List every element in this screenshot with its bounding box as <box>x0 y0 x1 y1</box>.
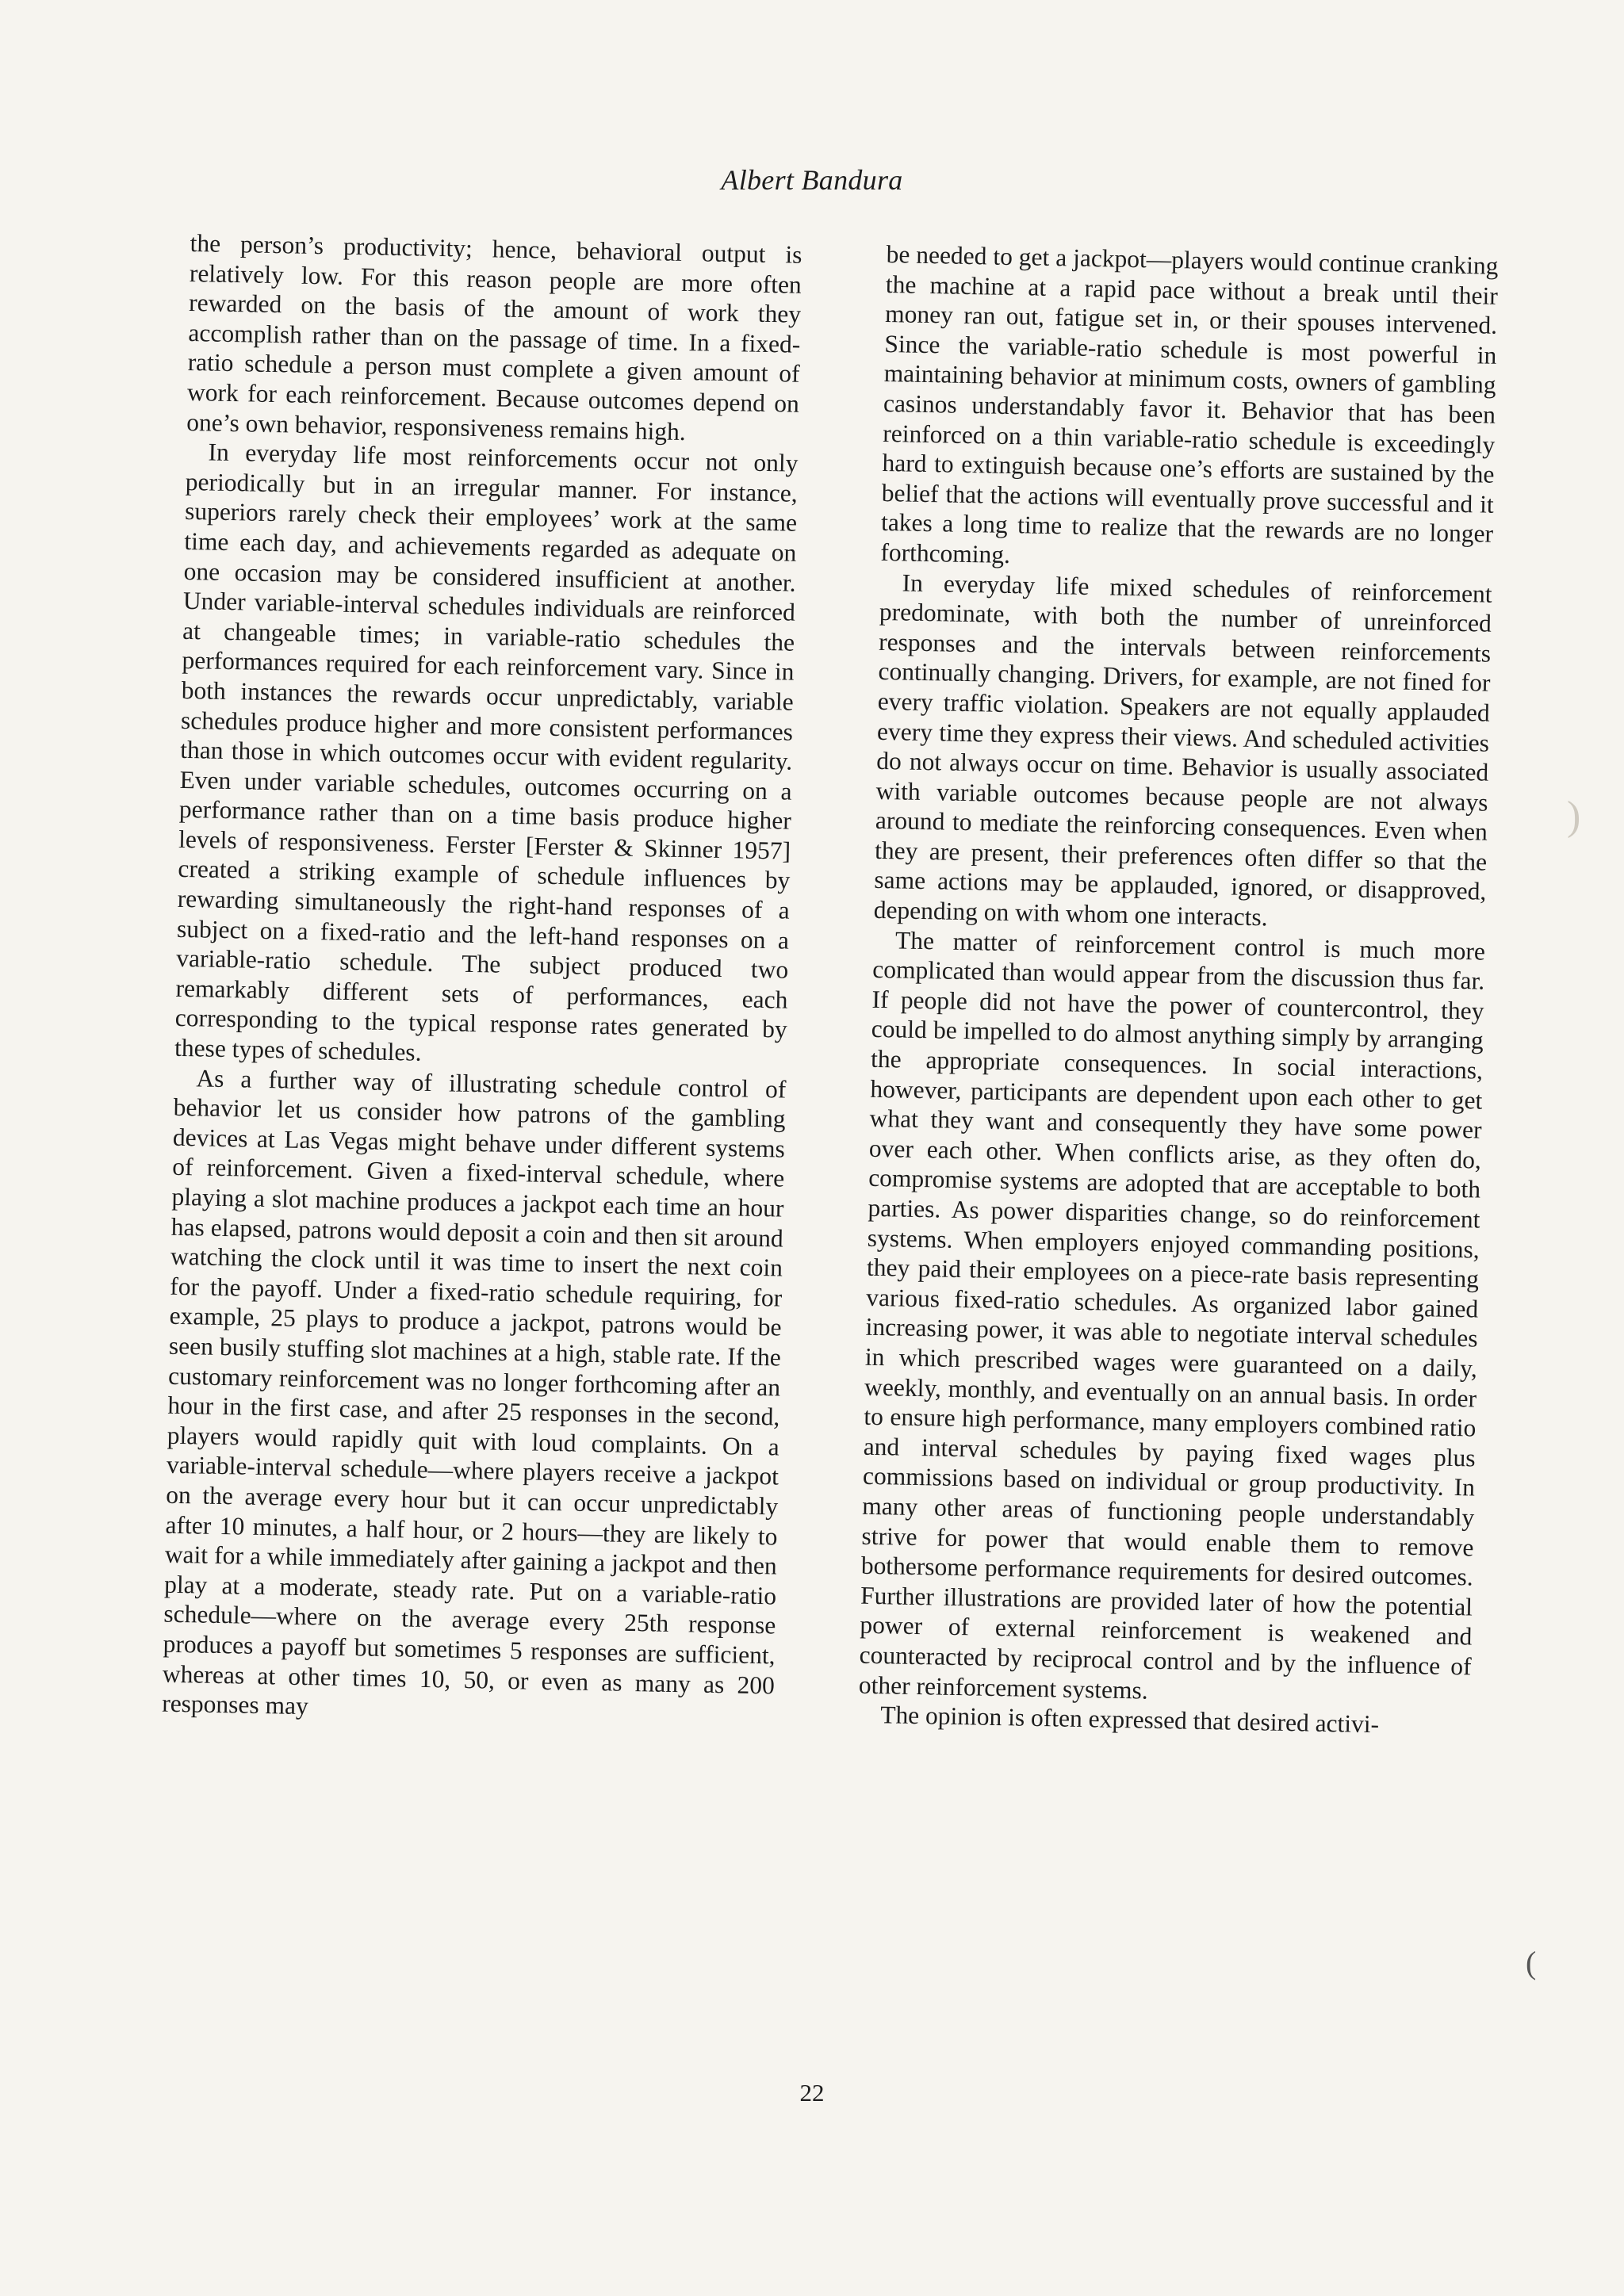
body-paragraph: In everyday life most reinforcements occur not only periodically but in an irregular manner. For instance, superiors rarely check their employees’ work at the same time each day, and achievements regarded as adequate on one occasion may be considered insufficient at another. Under variable-interval schedules individuals are reinforced at changeable times; in variable-ratio schedules the performances required for each reinforcement vary. Since in both instances the rewards occur unpredictably, variable schedules produce higher and more consistent performances than those in which outcomes occur with evident regularity. Even under variable schedules, outcomes occurring on a performance rather than on a time basis produce higher levels of responsiveness. Ferster [Ferster & Skinner 1957] created a striking example of schedule influences by rewarding simultaneously the right-hand responses of a subject on a fixed-ratio and the left-hand responses on a variable-ratio schedule. The subject produced two remarkably different sets of performances, each corresponding to the typical response rates generated by these types of schedules. <box>174 438 799 1066</box>
body-paragraph: In everyday life mixed schedules of reinforcement predominate, with both the number of unreinforced responses and the intervals between reinforcements continually changing. Drivers, for example, are not fined for every traffic violation. Speakers are not equally applauded every time they express their views. And scheduled activities do not always occur on time. Behavior is usually associated with variable outcomes because people are not always around to mediate the reinforcing consequences. Even when they are present, their preferences often differ so that the same actions may be applauded, ignored, or disapproved, depending on with whom one interacts. <box>873 568 1492 932</box>
left-text-column <box>162 228 802 1730</box>
running-head-author: Albert Bandura <box>721 164 903 196</box>
page-number: 22 <box>799 2079 825 2107</box>
margin-mark: ) <box>1567 794 1581 839</box>
body-paragraph: be needed to get a jackpot—players would continue cranking the machine at a rapid pace without a break until their money ran out, fatigue set in, or their spouses intervened. Since the variable-ratio schedule is most powerful in maintaining behavior at minimum costs, owners of gambling casinos understandably favor it. Behavior that has been reinforced on a thin variable-ratio schedule is exceedingly hard to extinguish because one’s efforts are sustained by the belief that the actions will eventually prove successful and it takes a long time to realize that the rewards are no longer forthcoming. <box>880 239 1499 569</box>
body-paragraph: The matter of reinforcement control is much more complicated than would appear from the discussion thus far. If people did not have the power of countercontrol, they could be impelled to do almost anything simply by arranging the appropriate consequences. In social interactions, however, participants are dependent upon each other to get what they want and consequently they have some power over each other. When conflicts arise, as they often do, compromise systems are adopted that are acceptable to both parties. As power disparities change, so do reinforcement systems. When employers enjoyed commanding positions, they paid their employees on a piece-rate basis representing various fixed-ratio schedules. As organized labor gained increasing power, it was able to negotiate interval schedules in which prescribed wages were guaranteed on a daily, weekly, monthly, and eventually on an annual basis. In order to ensure high performance, many employers combined ratio and interval schedules by paying fixed wages plus commissions based on individual or group productivity. In many other areas of functioning people understandably strive for power that would enable them to remove bothersome performance requirements for desired outcomes. Further illustrations are provided later of how the potential power of external reinforcement is weakened and counteracted by reciprocal control and by the influence of other reinforcement systems. <box>858 926 1486 1705</box>
right-text-column <box>858 239 1499 1741</box>
body-paragraph: As a further way of illustrating schedule control of behavior let us consider how patrons of the gambling devices at Las Vegas might behave under different systems of reinforcement. Given a fixed-interval schedule, where playing a slot machine produces a jackpot each time an hour has elapsed, patrons would deposit a coin and then sit around watching the clock until it was time to insert the next coin for the payoff. Under a fixed-ratio schedule requiring, for example, 25 plays to produce a jackpot, patrons would be seen busily stuffing slot machines at a high, stable rate. If the customary reinforcement was no longer forthcoming after an hour in the first case, and after 25 responses in the second, players would rapidly quit with loud complaints. On a variable-interval schedule—where players receive a jackpot on the average every hour but it can occur unpredictably after 10 minutes, a half hour, or 2 hours—they are likely to wait for a while immediately after gaining a jackpot and then play at a moderate, steady rate. Put on a variable-ratio schedule—where on the average every 25th response produces a payoff but sometimes 5 responses are sufficient, whereas at other times 10, 50, or even as many as 200 responses may <box>161 1063 787 1720</box>
body-paragraph: the person’s productivity; hence, behavioral output is relatively low. For this reason people are more often rewarded on the basis of the amount of work they accomplish rather than on the passage of time. In a fixed-ratio schedule a person must complete a given amount of work for each reinforcement. Because outcomes depend on one’s own behavior, responsiveness remains high. <box>186 228 802 446</box>
margin-mark: ( <box>1526 1945 1537 1980</box>
body-paragraph: The opinion is often expressed that desired activi- <box>879 1701 1380 1739</box>
